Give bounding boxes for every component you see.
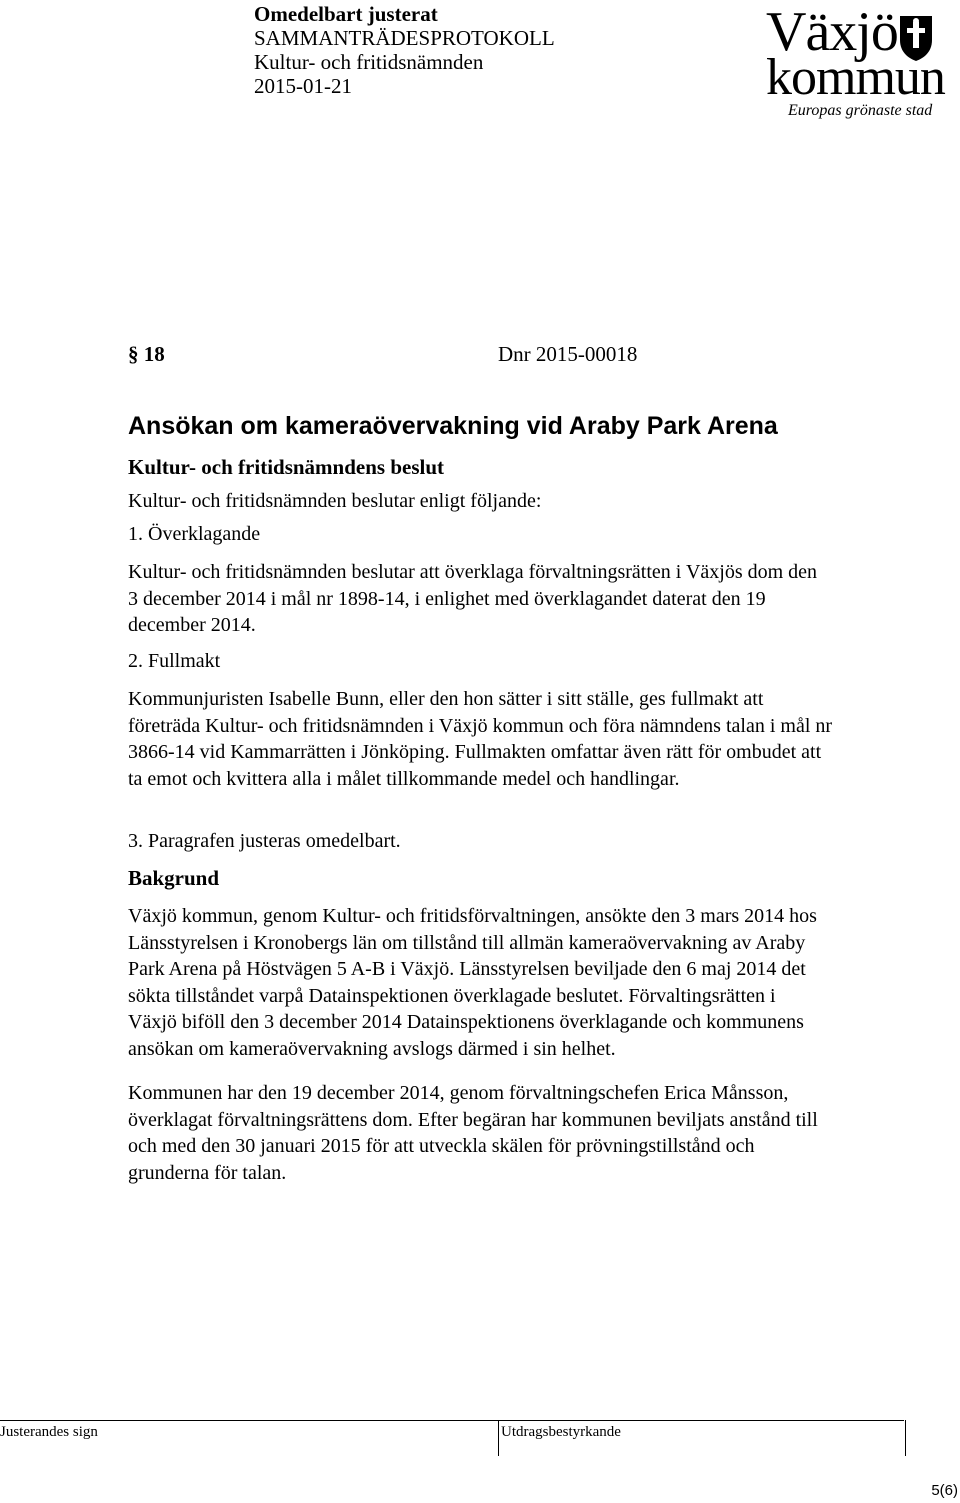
item1-text-block [128, 559, 828, 639]
decision-intro: Kultur- och fritidsnämnden beslutar enligt följande: [128, 490, 542, 512]
case-number: Dnr 2015-00018 [498, 342, 638, 366]
paragraph-number [128, 342, 165, 367]
paragraph-num: 18 [143, 342, 165, 366]
footer-rule-left [0, 1420, 498, 1421]
page-number: 5(6) [931, 1482, 958, 1499]
logo-word-vaxjo: Växjö [766, 1, 898, 63]
status-text: Omedelbart justerat [254, 2, 438, 26]
item2-text-block [128, 686, 834, 792]
background-heading: Bakgrund [128, 866, 220, 890]
item3-text: 3. Paragrafen justeras omedelbart. [128, 830, 401, 852]
page-title: Ansökan om kameraövervakning vid Araby Park Arena [128, 412, 778, 440]
paragraph-sign: § [128, 342, 139, 366]
logo-word-kommun: kommun [766, 49, 945, 106]
logo-tagline: Europas grönaste stad [788, 102, 933, 119]
document-header [254, 2, 555, 98]
extract-label: Utdragsbestyrkande [501, 1424, 621, 1440]
vaxjo-kommun-logo [760, 1, 952, 124]
item2-text: Kommunjuristen Isabelle Bunn, eller den hon sätter i sitt ställe, ges fullmakt att företräda Kultur- och fritidsnämnden i Växjö kommun och föra nämndens talan i mål nr 3866-14 vid Kammarrätten i Jönköping. Fullmakten omfattar även rätt för ombudet att ta emot och kvittera alla i målet tillkommande medel och handlingar. [128, 688, 833, 790]
item1-text: Kultur- och fritidsnämnden beslutar att överklaga förvaltningsrätten i Växjös dom den 3 december 2014 i mål nr 1898-14, i enlighet med överklagandet daterat den 19 december 2014. [128, 561, 818, 636]
background-p2: Kommunen har den 19 december 2014, genom förvaltningschefen Erica Månsson, överklagat förvaltningsrättens dom. Efter begäran har kommunen beviljats anstånd till och med den 30 januari 2015 för att utveckla skälen för prövningstillstånd och grunderna för talan. [128, 1082, 818, 1184]
background-block [128, 903, 828, 1186]
item1-heading: 1. Överklagande [128, 523, 261, 545]
decision-heading: Kultur- och fritidsnämndens beslut [128, 455, 445, 479]
doc-type: SAMMANTRÄDESPROTOKOLL [254, 26, 555, 50]
item2-heading: 2. Fullmakt [128, 650, 221, 672]
background-p1: Växjö kommun, genom Kultur- och fritidsförvaltningen, ansökte den 3 mars 2014 hos Länsstyrelsen i Kronobergs län om tillstånd till allmän kameraövervakning av Araby Park Arena på Höstvägen 5 A-B i Växjö. Länsstyrelsen beviljade den 6 maj 2014 det sökta tillståndet varpå Datainspektionen överklagade beslutet. Förvaltingsrätten i Växjö biföll den 3 december 2014 Datainspektionens överklagande och kommunens ansökan om kameraövervakning avslogs därmed i sin helhet. [128, 905, 817, 1060]
committee-name: Kultur- och fritidsnämnden [254, 50, 484, 74]
sign-label: Justerandes sign [0, 1424, 98, 1440]
meeting-date: 2015-01-21 [254, 74, 352, 98]
